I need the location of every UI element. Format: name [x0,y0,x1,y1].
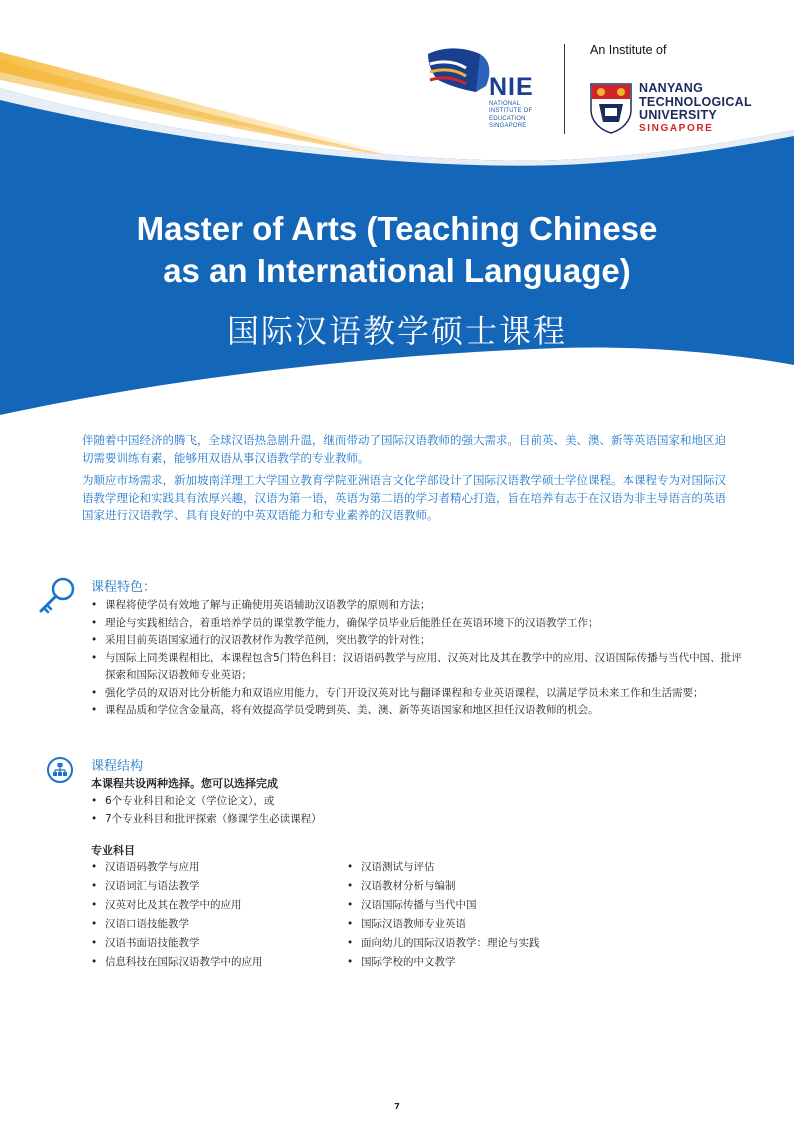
structure-options-list [89,793,489,828]
list-item: • 采用目前英语国家通行的汉语教材作为教学范例，突出教学的针对性； [89,632,749,650]
list-item: • 信息科技在国际汉语教学中的应用 [89,953,339,972]
features-list [89,597,749,720]
subjects-list-left [89,858,339,972]
subjects-list-right [345,858,645,972]
list-item: • 汉语测试与评估 [345,858,645,877]
intro-paragraph-2: 为顺应市场需求，新加坡南洋理工大学国立教育学院亚洲语言文化学部设计了国际汉语教学硕士学位课程。本课程专为对国际汉语教学理论和实践具有浓厚兴趣，汉语为第一语，英语为第二语的学习者精心打造，旨在培养有志于在汉语为非主导语言的英语国家进行汉语教学、具有良好的中英双语能力和专业素养的汉语教师。 [82,473,726,522]
title-line-1: Master of Arts (Teaching Chinese [136,210,658,247]
list-item: • 课程品质和学位含金量高，将有效提高学员受聘到英、美、澳、新等英语国家和地区担任汉语教师的机会。 [89,702,749,720]
org-chart-icon [47,757,73,783]
logo-divider [564,44,565,134]
nie-sub-line: EDUCATION [489,115,526,122]
page-title-chinese: 国际汉语教学硕士课程 [226,312,567,350]
list-item: • 7个专业科目和批评探索（修课学生必读课程） [89,811,489,829]
institute-of-label: An Institute of [590,43,667,57]
subjects-title: 专业科目 [91,844,135,857]
ntu-name-line: TECHNOLOGICAL [639,94,752,109]
list-item: • 国际汉语教师专业英语 [345,915,645,934]
ntu-crest-icon [589,82,633,134]
ntu-singapore: SINGAPORE [639,123,714,134]
list-item: • 与国际上同类课程相比，本课程包含5门特色科目：汉语语码教学与应用、汉英对比及其在教学中的应用、汉语国际传播与当代中国、批评探索和国际汉语教师专业英语； [89,650,749,685]
list-item: • 国际学校的中文教学 [345,953,645,972]
list-item: • 汉英对比及其在教学中的应用 [89,896,339,915]
nie-sub-line: SINGAPORE [489,122,527,129]
page-number: 7 [394,1102,400,1111]
structure-intro: 本课程共设两种选择。您可以选择完成 [91,777,278,790]
page-title-english [0,208,794,292]
list-item: • 强化学员的双语对比分析能力和双语应用能力，专门开设汉英对比与翻译课程和专业英语课程，以满足学员未来工作和生活需要； [89,685,749,703]
list-item: • 汉语书面语技能教学 [89,934,339,953]
key-magnifier-icon [36,575,78,617]
intro-text [82,432,732,530]
intro-paragraph-1: 伴随着中国经济的腾飞，全球汉语热急剧升温，继而带动了国际汉语教师的强大需求。目前英、美、澳、新等英语国家和地区迫切需要训练有素，能够用双语从事汉语教学的专业教师。 [82,433,726,465]
nie-subtitle [489,101,532,130]
list-item: • 面向幼儿的国际汉语教学：理论与实践 [345,934,645,953]
ntu-name-line: UNIVERSITY [639,108,718,122]
list-item: • 课程将使学员有效地了解与正确使用英语辅助汉语教学的原则和方法； [89,597,749,615]
ntu-name-line: NANYANG [639,81,704,95]
list-item: • 汉语国际传播与当代中国 [345,896,645,915]
list-item: • 6个专业科目和论文（学位论文），或 [89,793,489,811]
nie-sub-line: INSTITUTE OF [489,108,533,115]
ntu-name [639,82,752,123]
features-title: 课程特色： [91,580,157,595]
structure-title: 课程结构 [91,759,144,774]
nie-sub-line: NATIONAL [489,101,521,107]
list-item: • 理论与实践相结合，着重培养学员的课堂教学能力，确保学员毕业后能胜任在英语环境下的汉语教学工作； [89,615,749,633]
list-item: • 汉语口语技能教学 [89,915,339,934]
list-item: • 汉语教材分析与编制 [345,877,645,896]
list-item: • 汉语词汇与语法教学 [89,877,339,896]
title-line-2: as an International Language) [163,252,631,289]
nie-wordmark: NIE [489,73,534,101]
list-item: • 汉语语码教学与应用 [89,858,339,877]
